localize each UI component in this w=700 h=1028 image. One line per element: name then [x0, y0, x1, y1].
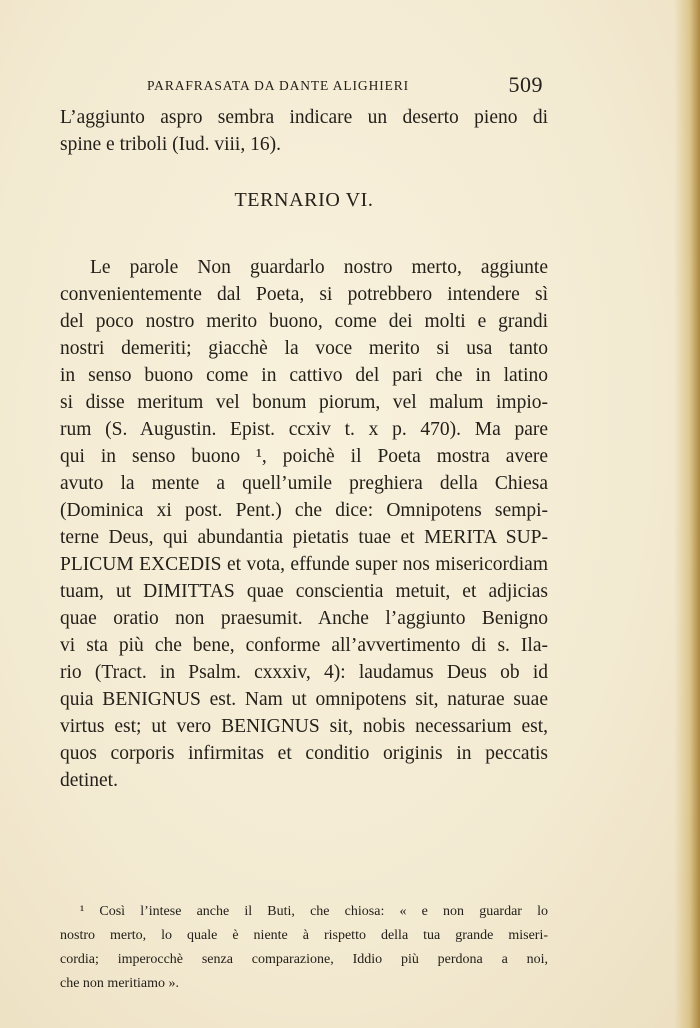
text-line: del poco nostro merito buono, come dei molti e grandi: [60, 311, 548, 332]
body-paragraph: [60, 254, 548, 794]
text-line: vi sta più che bene, conforme all’avvertimento di s. Ila-: [60, 635, 548, 656]
footnote-line: cordia; imperocchè senza comparazione, Iddio più perdona a noi,: [60, 952, 548, 967]
text-line: tuam, ut DIMITTAS quae conscientia metuit, et adjicias: [60, 581, 548, 602]
page-edge-shadow: [674, 0, 700, 1028]
text-line: virtus est; ut vero BENIGNUS sit, nobis necessarium est,: [60, 716, 548, 737]
text-line: rio (Tract. in Psalm. cxxxiv, 4): laudamus Deus ob id: [60, 662, 548, 683]
text-line: Le parole Non guardarlo nostro merto, aggiunte: [90, 257, 548, 278]
text-line: nostri demeriti; giacchè la voce merito si usa tanto: [60, 338, 548, 359]
footnote: [60, 900, 548, 996]
text-line: detinet.: [60, 770, 118, 791]
text-line: (Dominica xi post. Pent.) che dice: Omnipotens sempi-: [60, 500, 548, 521]
text-line: si disse meritum vel bonum piorum, vel malum impio-: [60, 392, 548, 413]
text-line: qui in senso buono ¹, poichè il Poeta mostra avere: [60, 446, 548, 467]
text-line: in senso buono come in cattivo del pari che in latino: [60, 365, 548, 386]
page-number: 509: [508, 72, 543, 97]
text-line: terne Deus, qui abundantia pietatis tuae et MERITA SUP-: [60, 527, 548, 548]
text-line: quia BENIGNUS est. Nam ut omnipotens sit, naturae suae: [60, 689, 548, 710]
footnote-line: ¹ Così l’intese anche il Buti, che chiosa: « e non guardar lo: [80, 904, 548, 919]
intro-paragraph: [60, 104, 548, 158]
section-heading: TERNARIO VI.: [234, 189, 374, 211]
text-line: PLICUM EXCEDIS et vota, effunde super nos misericordiam: [60, 554, 548, 575]
page-header: [147, 72, 547, 100]
footnote-line: nostro merto, lo quale è niente à rispetto della tua grande miseri-: [60, 928, 548, 943]
text-line: quae oratio non praesumit. Anche l’aggiunto Benigno: [60, 608, 548, 629]
text-line: quos corporis infirmitas et conditio originis in peccatis: [60, 743, 548, 764]
text-line: rum (S. Augustin. Epist. ccxiv t. x p. 470). Ma pare: [60, 419, 548, 440]
text-line: avuto la mente a quell’umile preghiera della Chiesa: [60, 473, 548, 494]
footnote-line: che non meritiamo ».: [60, 976, 179, 991]
running-head: PARAFRASATA DA DANTE ALIGHIERI: [147, 78, 410, 93]
text-line: convenientemente dal Poeta, si potrebbero intendere sì: [60, 284, 548, 305]
text-line: L’aggiunto aspro sembra indicare un deserto pieno di: [60, 107, 548, 128]
text-line: spine e triboli (Iud. viii, 16).: [60, 134, 281, 155]
